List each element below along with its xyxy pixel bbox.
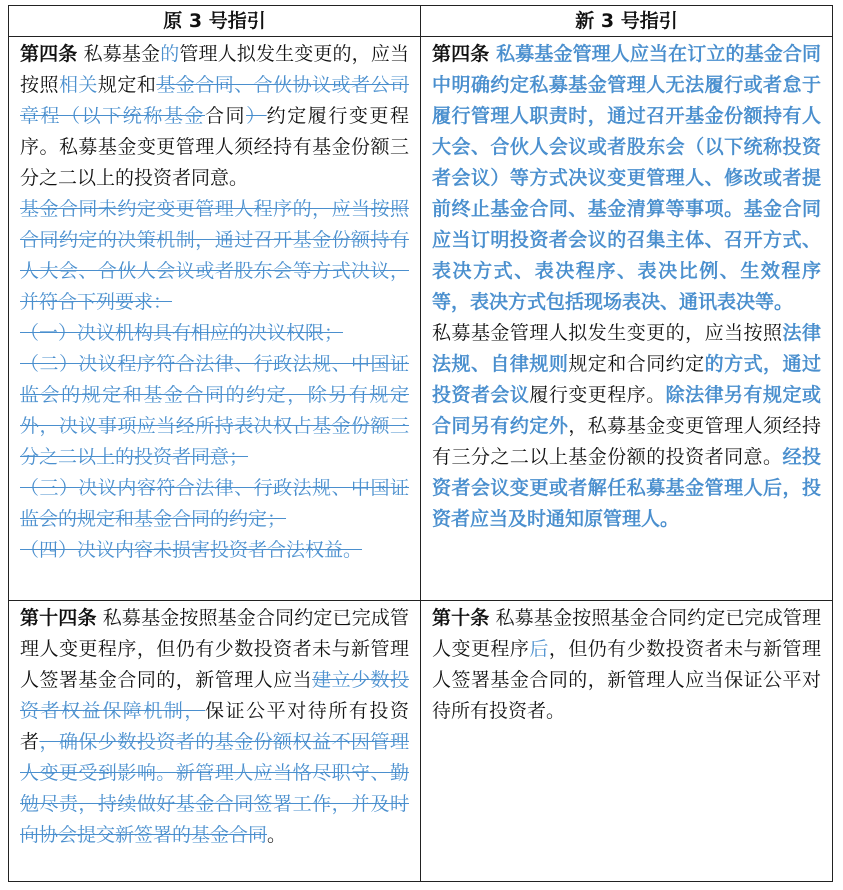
deleted-text: ） — [246, 105, 267, 127]
body-text: 保证公平对待所有投资者 — [20, 700, 409, 753]
body-text: 规定和合同约定 — [568, 353, 705, 375]
body-text: 履行变更程序。 — [529, 384, 666, 406]
body-text: 私募基金按照基金合同约定已完成管理人变更程序 — [432, 607, 821, 660]
deleted-text: （三）决议内容符合法律、行政法规、中国证监会的规定和基金合同的约定； — [20, 477, 409, 530]
old-article-4-cell — [9, 37, 421, 601]
added-text: 私募基金管理人应当在订立的基金合同中明确约定私募基金管理人无法履行或者怠于履行管理人职责时，通过召开基金份额持有人大会、合伙人会议或者股东会（以下统称投资者会议）等方式决议变更管理人、修改或者提前终止基金合同、基金清算等事项。基金合同应当订明投资者会议的召集主体、召开方式、表决方式、表决程序、表决比例、生效程序等，表决方式包括现场表决、通讯表决等。 — [432, 43, 821, 313]
deleted-text: （一）决议机构具有相应的决议权限； — [20, 322, 344, 344]
new-article-10-cell — [421, 601, 833, 882]
added-text: 法律法规、自律规则 — [432, 322, 821, 375]
deleted-text: （四）决议内容未损害投资者合法权益。 — [20, 539, 363, 561]
paragraph — [20, 473, 409, 535]
added-text: 的 — [160, 43, 180, 65]
deleted-text: 基金合同未约定变更管理人程序的，应当按照合同约定的决策机制，通过召开基金份额持有人大会、合伙人会议或者股东会等方式决议，并符合下列要求： — [20, 198, 409, 313]
deleted-text: 建立少数投资者权益保障机制， — [20, 669, 409, 722]
added-text: 后 — [529, 638, 549, 660]
paragraph — [20, 318, 409, 349]
comparison-table — [8, 5, 833, 882]
table-row — [9, 601, 833, 882]
paragraph — [20, 194, 409, 318]
header-new-guideline: 新 3 号指引 — [421, 6, 833, 37]
paragraph — [432, 603, 821, 727]
paragraph — [20, 603, 409, 851]
body-text: ，但仍有少数投资者未与新管理人签署基金合同的，新管理人应当保证公平对待所有投资者。 — [432, 638, 821, 722]
new-article-4-cell — [421, 37, 833, 601]
table-row — [9, 37, 833, 601]
body-text: 规定和 — [97, 74, 157, 96]
body-text: ，私募基金变更管理人须经持有三分之二以上基金份额的投资者同意。 — [432, 415, 821, 468]
added-text: 经投资者会议变更或者解任私募基金管理人后，投资者应当及时通知原管理人。 — [432, 446, 821, 530]
body-text: 私募基金按照基金合同约定已完成管理人变更程序，但仍有少数投资者未与新管理人签署基金合同的，新管理人应当 — [20, 607, 409, 691]
old-article-14-cell — [9, 601, 421, 882]
body-text: 。 — [267, 824, 287, 846]
body-text: 约定履行变更程序。私募基金变更管理人须经持有基金份额三分之二以上的投资者同意。 — [20, 105, 409, 189]
paragraph — [432, 39, 821, 318]
paragraph — [20, 349, 409, 473]
body-text: 合同 — [204, 105, 247, 127]
article-number: 第四条 — [432, 43, 490, 65]
added-text: 的方式，通过投资者会议 — [432, 353, 821, 406]
header-row — [9, 6, 833, 37]
header-old-guideline: 原 3 号指引 — [9, 6, 421, 37]
deleted-text: ，确保少数投资者的基金份额权益不因管理人变更受到影响。新管理人应当恪尽职守、勤勉尽责，持续做好基金合同签署工作，并及时向协会提交新签署的基金合同 — [20, 731, 409, 846]
paragraph — [20, 39, 409, 194]
deleted-text: 基金合同、合伙协议或者公司章程（以下统称基金 — [20, 74, 409, 127]
paragraph — [432, 318, 821, 535]
article-number: 第四条 — [20, 43, 78, 65]
body-text: 私募基金管理人拟发生变更的，应当按照 — [432, 322, 783, 344]
body-text: 私募基金 — [77, 43, 161, 65]
article-number: 第十四条 — [20, 607, 97, 629]
paragraph — [20, 535, 409, 566]
body-text: 管理人拟发生变更的，应当按照 — [20, 43, 409, 96]
added-text: 相关 — [58, 74, 98, 96]
deleted-text: （二）决议程序符合法律、行政法规、中国证监会的规定和基金合同的约定，除另有规定外，决议事项应当经所持表决权占基金份额三分之二以上的投资者同意； — [20, 353, 409, 468]
added-text: 除法律另有规定或合同另有约定外 — [432, 384, 821, 437]
article-number: 第十条 — [432, 607, 490, 629]
